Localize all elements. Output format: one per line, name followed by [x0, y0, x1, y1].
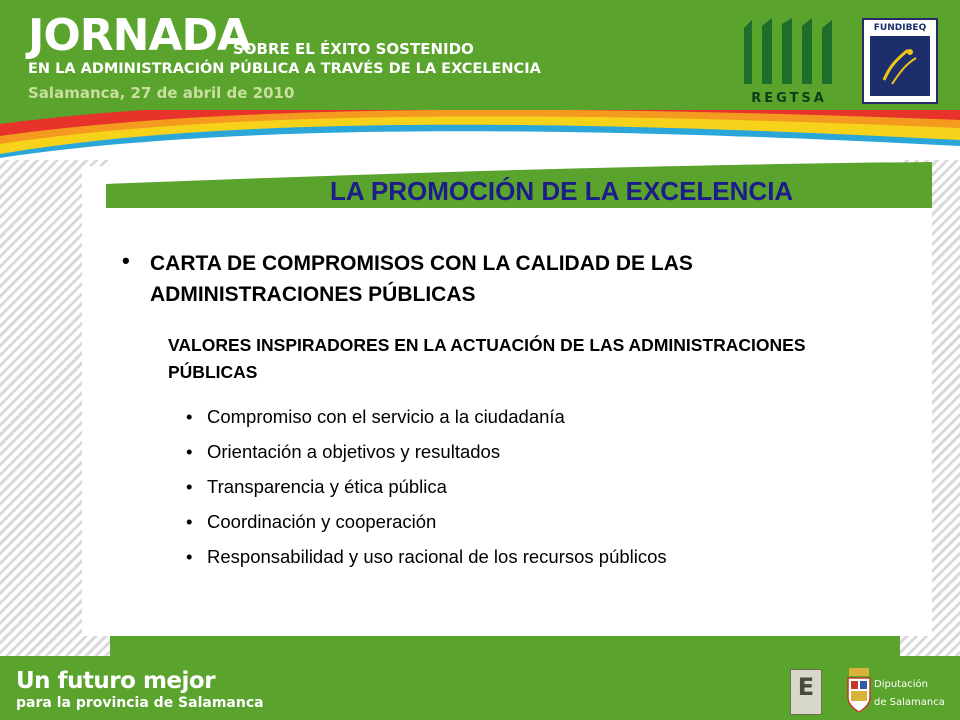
- event-title: JORNADA: [28, 10, 251, 61]
- diputacion-label-line2: de Salamanca: [874, 697, 945, 708]
- diputacion-label-line1: Diputación: [874, 679, 928, 690]
- fundibeq-logo-emblem: [870, 36, 930, 96]
- list-item-text: Coordinación y cooperación: [207, 511, 437, 532]
- main-bullet-marker: •: [122, 248, 130, 273]
- list-bullet: •: [186, 546, 193, 567]
- list-item: [186, 437, 667, 472]
- footer-slogan: Un futuro mejor: [16, 668, 216, 694]
- e-seal-letter: E: [797, 673, 815, 701]
- slide-title: LA PROMOCIÓN DE LA EXCELENCIA: [330, 176, 794, 206]
- diputacion-shield-icon: [846, 666, 872, 714]
- footer-slogan-sub: para la provincia de Salamanca: [16, 695, 264, 711]
- list-bullet: •: [186, 406, 193, 427]
- values-subheading: VALORES INSPIRADORES EN LA ACTUACIÓN DE LAS ADMINISTRACIONES PÚBLICAS: [168, 335, 806, 382]
- event-subtitle-line2: EN LA ADMINISTRACIÓN PÚBLICA A TRAVÉS DE LA EXCELENCIA: [28, 61, 541, 77]
- fundibeq-logo-label: FUNDIBEQ: [873, 23, 927, 33]
- list-bullet: •: [186, 476, 193, 497]
- list-item: [186, 402, 667, 437]
- list-item-text: Compromiso con el servicio a la ciudadanía: [207, 406, 565, 427]
- e-quality-seal-icon: [790, 669, 822, 715]
- fundibeq-logo-icon: [862, 18, 938, 104]
- list-item-text: Responsabilidad y uso racional de los recursos públicos: [207, 546, 667, 567]
- list-item-text: Orientación a objetivos y resultados: [207, 441, 501, 462]
- main-bullet-text: CARTA DE COMPROMISOS CON LA CALIDAD DE LAS ADMINISTRACIONES PÚBLICAS: [150, 252, 693, 306]
- list-bullet: •: [186, 511, 193, 532]
- regtsa-logo-label: REGTSA: [751, 91, 827, 106]
- list-bullet: •: [186, 441, 193, 462]
- event-date: Salamanca, 27 de abril de 2010: [28, 84, 295, 102]
- regtsa-logo-icon: [738, 14, 840, 106]
- list-item: [186, 472, 667, 507]
- list-item-text: Transparencia y ética pública: [207, 476, 447, 497]
- values-list: [186, 402, 667, 577]
- list-item: [186, 542, 667, 577]
- list-item: [186, 507, 667, 542]
- event-subtitle-line1: SOBRE EL ÉXITO SOSTENIDO: [233, 40, 474, 58]
